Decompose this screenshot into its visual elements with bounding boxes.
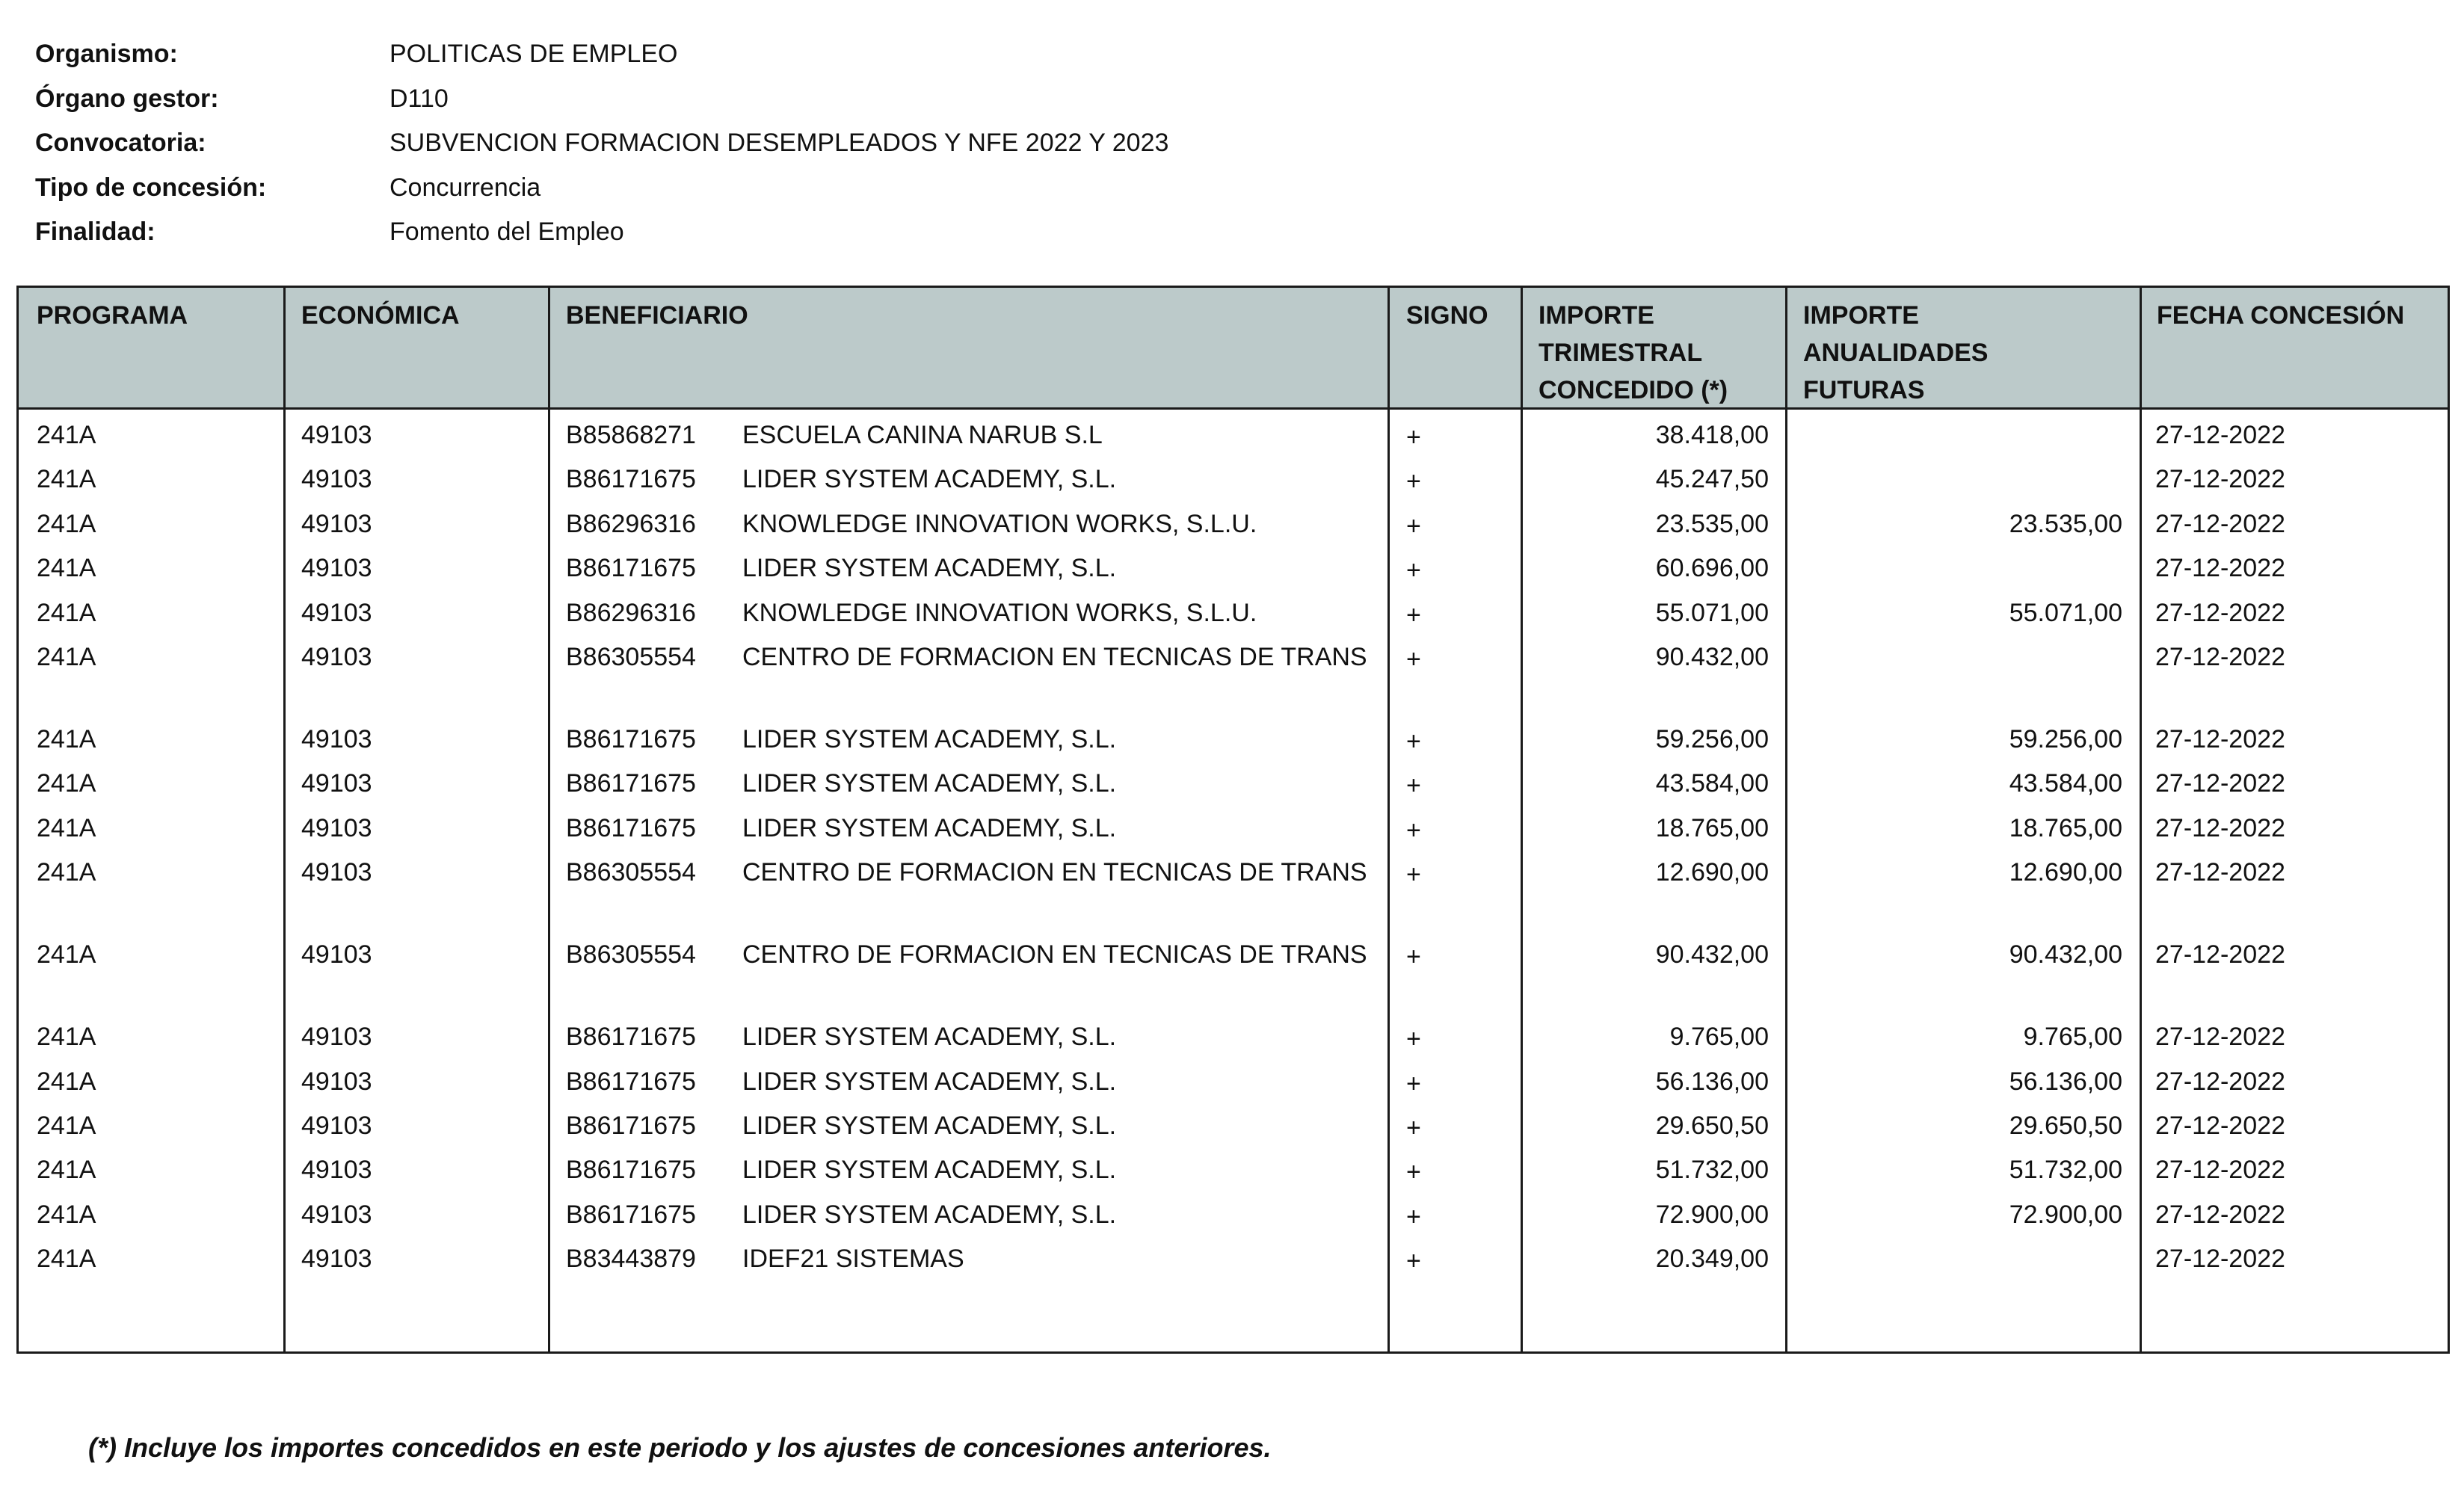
field-value: SUBVENCION FORMACION DESEMPLEADOS Y NFE 2022 Y 2023	[389, 129, 1169, 157]
cell-importe-trimestral: 56.136,00	[1655, 1067, 1769, 1096]
cell-economica: 49103	[301, 813, 372, 842]
cell-programa: 241A	[37, 1067, 96, 1096]
beneficiary-name: LIDER SYSTEM ACADEMY, S.L.	[742, 769, 1117, 798]
table-row	[19, 1142, 2448, 1186]
column-header-programa: PROGRAMA	[37, 301, 188, 330]
cell-beneficiario	[566, 810, 1373, 846]
column-header-importe-trimestral	[1539, 297, 1728, 409]
cell-programa: 241A	[37, 554, 96, 583]
table-row	[19, 1231, 2448, 1275]
cell-importe-trimestral: 20.349,00	[1655, 1245, 1769, 1274]
field-value: POLITICAS DE EMPLEO	[389, 40, 678, 68]
table-row	[19, 712, 2448, 756]
cell-fecha-concesion: 27-12-2022	[2155, 769, 2285, 798]
cell-importe-trimestral: 29.650,50	[1655, 1111, 1769, 1140]
cell-programa: 241A	[37, 1111, 96, 1140]
cell-fecha-concesion: 27-12-2022	[2155, 509, 2285, 538]
table-row	[19, 1054, 2448, 1098]
beneficiary-nif: B86171675	[566, 554, 696, 583]
cell-importe-trimestral: 90.432,00	[1655, 642, 1769, 671]
beneficiary-nif: B85868271	[566, 421, 696, 449]
cell-beneficiario	[566, 1064, 1373, 1100]
cell-fecha-concesion: 27-12-2022	[2155, 554, 2285, 583]
cell-beneficiario	[566, 1241, 1373, 1277]
cell-signo: +	[1406, 1113, 1421, 1142]
cell-fecha-concesion: 27-12-2022	[2155, 598, 2285, 627]
cell-anualidades-futuras: 18.765,00	[2009, 813, 2122, 842]
cell-anualidades-futuras: 51.732,00	[2009, 1156, 2122, 1185]
beneficiary-name: LIDER SYSTEM ACADEMY, S.L.	[742, 1111, 1117, 1140]
cell-signo: +	[1406, 467, 1421, 496]
cell-fecha-concesion: 27-12-2022	[2155, 465, 2285, 494]
cell-economica: 49103	[301, 1200, 372, 1229]
cell-importe-trimestral: 38.418,00	[1655, 421, 1769, 449]
cell-importe-trimestral: 18.765,00	[1655, 813, 1769, 842]
beneficiary-nif: B83443879	[566, 1245, 696, 1274]
beneficiary-name: LIDER SYSTEM ACADEMY, S.L.	[742, 1156, 1117, 1185]
cell-anualidades-futuras: 23.535,00	[2009, 509, 2122, 538]
field-value: Concurrencia	[389, 173, 541, 202]
cell-signo: +	[1406, 600, 1421, 629]
cell-anualidades-futuras: 59.256,00	[2009, 724, 2122, 753]
beneficiary-name: KNOWLEDGE INNOVATION WORKS, S.L.U.	[742, 509, 1257, 538]
beneficiary-nif: B86171675	[566, 1067, 696, 1096]
cell-signo: +	[1406, 1025, 1421, 1054]
concessions-table	[16, 286, 2450, 1354]
cell-beneficiario	[566, 595, 1373, 631]
beneficiary-name: CENTRO DE FORMACION EN TECNICAS DE TRANS	[742, 642, 1367, 671]
header-line: IMPORTE	[1803, 301, 1919, 330]
cell-signo: +	[1406, 1202, 1421, 1231]
beneficiary-nif: B86171675	[566, 1023, 696, 1052]
cell-economica: 49103	[301, 858, 372, 887]
cell-signo: +	[1406, 860, 1421, 890]
cell-anualidades-futuras: 90.432,00	[2009, 940, 2122, 970]
cell-beneficiario	[566, 1152, 1373, 1188]
cell-economica: 49103	[301, 1245, 372, 1274]
beneficiary-nif: B86296316	[566, 598, 696, 627]
column-header-fecha-concesion: FECHA CONCESIÓN	[2157, 301, 2405, 330]
cell-signo: +	[1406, 556, 1421, 585]
cell-programa: 241A	[37, 724, 96, 753]
cell-anualidades-futuras: 43.584,00	[2009, 769, 2122, 798]
table-row	[19, 845, 2448, 927]
cell-anualidades-futuras: 9.765,00	[2023, 1023, 2122, 1052]
cell-fecha-concesion: 27-12-2022	[2155, 1111, 2285, 1140]
table-row	[19, 540, 2448, 585]
cell-importe-trimestral: 55.071,00	[1655, 598, 1769, 627]
cell-programa: 241A	[37, 1245, 96, 1274]
cell-beneficiario	[566, 1019, 1373, 1055]
header-line: IMPORTE	[1539, 301, 1654, 330]
table-row	[19, 629, 2448, 712]
beneficiary-name: ESCUELA CANINA NARUB S.L	[742, 421, 1103, 449]
cell-programa: 241A	[37, 509, 96, 538]
beneficiary-name: IDEF21 SISTEMAS	[742, 1245, 964, 1274]
field-label: Tipo de concesión:	[35, 173, 267, 202]
cell-importe-trimestral: 12.690,00	[1655, 858, 1769, 887]
cell-anualidades-futuras: 12.690,00	[2009, 858, 2122, 887]
table-body	[19, 407, 2448, 1275]
cell-economica: 49103	[301, 598, 372, 627]
field-label: Órgano gestor:	[35, 84, 219, 113]
beneficiary-nif: B86305554	[566, 642, 696, 671]
cell-anualidades-futuras: 55.071,00	[2009, 598, 2122, 627]
cell-economica: 49103	[301, 1111, 372, 1140]
field-label: Organismo:	[35, 40, 178, 68]
cell-signo: +	[1406, 423, 1421, 451]
cell-fecha-concesion: 27-12-2022	[2155, 421, 2285, 449]
beneficiary-nif: B86171675	[566, 813, 696, 842]
cell-signo: +	[1406, 943, 1421, 972]
footnote: (*) Incluye los importes concedidos en este periodo y los ajustes de concesiones anteriores.	[88, 1432, 1272, 1463]
table-row	[19, 451, 2448, 496]
cell-beneficiario	[566, 506, 1373, 542]
cell-programa: 241A	[37, 642, 96, 671]
beneficiary-name: CENTRO DE FORMACION EN TECNICAS DE TRANS	[742, 858, 1367, 887]
cell-beneficiario	[566, 1108, 1373, 1144]
cell-programa: 241A	[37, 421, 96, 449]
table-row	[19, 756, 2448, 800]
header-line: CONCEDIDO (*)	[1539, 376, 1728, 404]
field-label: Finalidad:	[35, 218, 155, 246]
beneficiary-name: LIDER SYSTEM ACADEMY, S.L.	[742, 554, 1117, 583]
cell-programa: 241A	[37, 813, 96, 842]
beneficiary-nif: B86171675	[566, 1200, 696, 1229]
beneficiary-nif: B86296316	[566, 509, 696, 538]
header-line: FUTURAS	[1803, 376, 1925, 404]
beneficiary-name: LIDER SYSTEM ACADEMY, S.L.	[742, 813, 1117, 842]
cell-programa: 241A	[37, 1156, 96, 1185]
cell-anualidades-futuras: 72.900,00	[2009, 1200, 2122, 1229]
cell-programa: 241A	[37, 769, 96, 798]
header-line: TRIMESTRAL	[1539, 339, 1703, 367]
cell-importe-trimestral: 72.900,00	[1655, 1200, 1769, 1229]
cell-beneficiario	[566, 639, 1373, 675]
cell-beneficiario	[566, 461, 1373, 497]
beneficiary-nif: B86171675	[566, 1111, 696, 1140]
field-value: D110	[389, 84, 449, 113]
cell-anualidades-futuras: 29.650,50	[2009, 1111, 2122, 1140]
cell-beneficiario	[566, 550, 1373, 586]
cell-economica: 49103	[301, 940, 372, 970]
cell-fecha-concesion: 27-12-2022	[2155, 1245, 2285, 1274]
cell-anualidades-futuras: 56.136,00	[2009, 1067, 2122, 1096]
table-row	[19, 1187, 2448, 1231]
cell-signo: +	[1406, 644, 1421, 673]
cell-signo: +	[1406, 816, 1421, 845]
cell-importe-trimestral: 45.247,50	[1655, 465, 1769, 494]
cell-beneficiario	[566, 1197, 1373, 1233]
cell-programa: 241A	[37, 1200, 96, 1229]
cell-programa: 241A	[37, 858, 96, 887]
table-row	[19, 1098, 2448, 1142]
beneficiary-name: LIDER SYSTEM ACADEMY, S.L.	[742, 1023, 1117, 1052]
cell-importe-trimestral: 59.256,00	[1655, 724, 1769, 753]
cell-economica: 49103	[301, 554, 372, 583]
cell-beneficiario	[566, 721, 1373, 757]
beneficiary-name: KNOWLEDGE INNOVATION WORKS, S.L.U.	[742, 598, 1257, 627]
cell-signo: +	[1406, 727, 1421, 756]
cell-fecha-concesion: 27-12-2022	[2155, 1067, 2285, 1096]
cell-fecha-concesion: 27-12-2022	[2155, 1156, 2285, 1185]
cell-importe-trimestral: 90.432,00	[1655, 940, 1769, 970]
cell-beneficiario	[566, 854, 1373, 890]
cell-beneficiario	[566, 765, 1373, 801]
cell-beneficiario	[566, 417, 1373, 453]
cell-fecha-concesion: 27-12-2022	[2155, 940, 2285, 970]
cell-fecha-concesion: 27-12-2022	[2155, 1200, 2285, 1229]
cell-importe-trimestral: 43.584,00	[1655, 769, 1769, 798]
cell-economica: 49103	[301, 642, 372, 671]
beneficiary-name: CENTRO DE FORMACION EN TECNICAS DE TRANS	[742, 940, 1367, 970]
beneficiary-nif: B86171675	[566, 769, 696, 798]
cell-fecha-concesion: 27-12-2022	[2155, 1023, 2285, 1052]
cell-economica: 49103	[301, 465, 372, 494]
cell-importe-trimestral: 60.696,00	[1655, 554, 1769, 583]
column-header-anualidades-futuras	[1803, 297, 1988, 409]
cell-economica: 49103	[301, 769, 372, 798]
table-row	[19, 801, 2448, 845]
cell-signo: +	[1406, 771, 1421, 801]
cell-fecha-concesion: 27-12-2022	[2155, 724, 2285, 753]
table-row	[19, 927, 2448, 1009]
cell-economica: 49103	[301, 1023, 372, 1052]
cell-programa: 241A	[37, 940, 96, 970]
table-row	[19, 585, 2448, 629]
beneficiary-nif: B86171675	[566, 724, 696, 753]
cell-fecha-concesion: 27-12-2022	[2155, 813, 2285, 842]
column-header-beneficiario: BENEFICIARIO	[566, 301, 748, 330]
beneficiary-name: LIDER SYSTEM ACADEMY, S.L.	[742, 1067, 1117, 1096]
cell-importe-trimestral: 23.535,00	[1655, 509, 1769, 538]
cell-beneficiario	[566, 937, 1373, 972]
beneficiary-name: LIDER SYSTEM ACADEMY, S.L.	[742, 465, 1117, 494]
cell-programa: 241A	[37, 465, 96, 494]
cell-signo: +	[1406, 511, 1421, 540]
beneficiary-name: LIDER SYSTEM ACADEMY, S.L.	[742, 724, 1117, 753]
column-header-economica: ECONÓMICA	[301, 301, 460, 330]
cell-importe-trimestral: 9.765,00	[1669, 1023, 1769, 1052]
beneficiary-nif: B86305554	[566, 940, 696, 970]
beneficiary-name: LIDER SYSTEM ACADEMY, S.L.	[742, 1200, 1117, 1229]
table-row	[19, 1009, 2448, 1053]
cell-programa: 241A	[37, 598, 96, 627]
table-row	[19, 496, 2448, 540]
cell-economica: 49103	[301, 1067, 372, 1096]
field-value: Fomento del Empleo	[389, 218, 624, 246]
beneficiary-nif: B86171675	[566, 465, 696, 494]
beneficiary-nif: B86171675	[566, 1156, 696, 1185]
cell-fecha-concesion: 27-12-2022	[2155, 642, 2285, 671]
header-line: ANUALIDADES	[1803, 339, 1989, 367]
cell-economica: 49103	[301, 509, 372, 538]
cell-signo: +	[1406, 1158, 1421, 1187]
table-row	[19, 407, 2448, 451]
cell-economica: 49103	[301, 421, 372, 449]
cell-economica: 49103	[301, 1156, 372, 1185]
column-header-signo: SIGNO	[1406, 301, 1488, 330]
cell-economica: 49103	[301, 724, 372, 753]
cell-signo: +	[1406, 1247, 1421, 1276]
cell-fecha-concesion: 27-12-2022	[2155, 858, 2285, 887]
field-label: Convocatoria:	[35, 129, 206, 157]
cell-programa: 241A	[37, 1023, 96, 1052]
cell-signo: +	[1406, 1069, 1421, 1098]
cell-importe-trimestral: 51.732,00	[1655, 1156, 1769, 1185]
beneficiary-nif: B86305554	[566, 858, 696, 887]
